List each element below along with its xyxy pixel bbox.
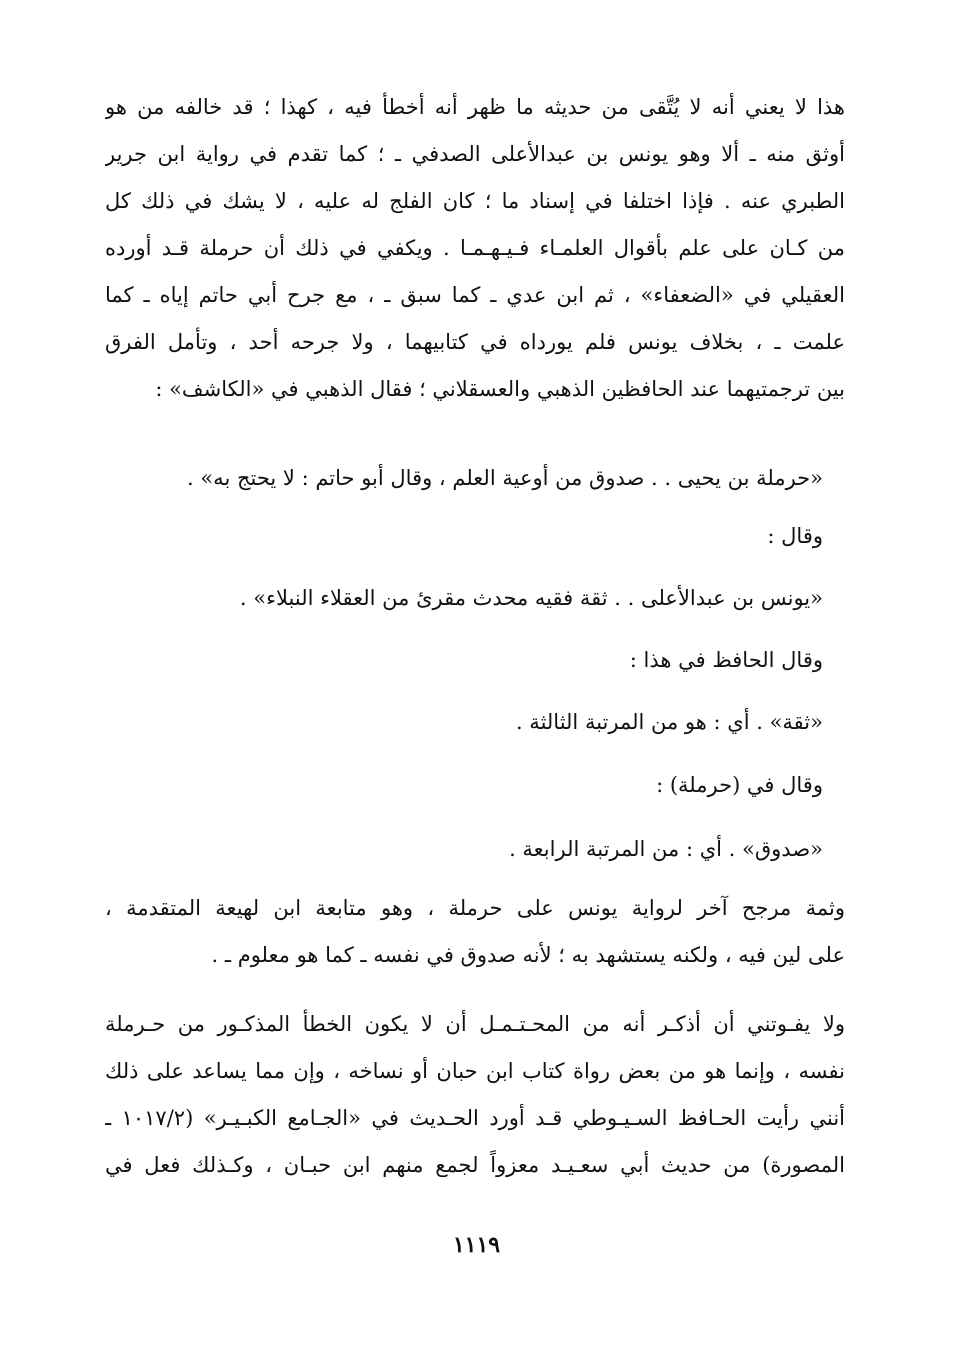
label-wa-qala: وقال : (767, 524, 823, 548)
text-line: هذا لا يعني أنه لا يُتَّقى من حديثه ما ظهر أنه أخطأ فيه ، كهذا ؛ قد خالفه من هو (105, 95, 845, 119)
text-line: ولا يفـوتني أن أذكـر أنه من المحـتـمـل أن لا يكون الخطأ المذكـور من حـرملة (105, 1012, 845, 1036)
page-number: ١١١٩ (452, 1232, 501, 1258)
paragraph-3 (105, 1001, 845, 1189)
text-line: على لين فيه ، ولكنه يستشهد به ؛ لأنه صدوق في نفسه ـ كما هو معلوم ـ . (211, 943, 845, 967)
quote-harmala-dhahabi: «حرملة بن يحيى . . صدوق من أوعية العلم ، وقال أبو حاتم : لا يحتج به» . (186, 466, 823, 490)
text-line: نفسه ، وإنما هو من بعض رواة كتاب ابن حبان أو نساخه ، وإن مما يساعد على ذلك (105, 1059, 845, 1083)
text-line: بين ترجمتيهما عند الحافظين الذهبي والعسقلاني ؛ فقال الذهبي في «الكاشف» : (155, 377, 845, 401)
text-line: من كـان على علم بأقوال العلمـاء فـيـهـمـا . ويكفي في ذلك أن حرملة قـد أورده (105, 236, 845, 260)
text-line: علمت ـ ، بخلاف يونس فلم يورداه في كتابيهما ، ولا جرحه أحد ، وتأمل الفرق (105, 330, 845, 354)
label-hafiz: وقال الحافظ في هذا : (629, 648, 823, 672)
paragraph-2 (105, 885, 845, 979)
quote-thiqa: «ثقة» . أي : هو من المرتبة الثالثة . (515, 710, 823, 734)
text-line: المصورة) من حديث أبي سعـيـد معزواً لجمع منهم ابن حبـان ، وكـذلك فعل في (105, 1153, 845, 1177)
text-line: أوثق منه ـ ألا وهو يونس بن عبدالأعلى الصدفي ـ ؛ كما تقدم في رواية ابن جرير (105, 142, 845, 166)
quote-saduq: «صدوق» . أي : من المرتبة الرابعة . (509, 837, 823, 861)
quote-yunus-dhahabi: «يونس بن عبدالأعلى . . ثقة فقيه محدث مقرئ من العقلاء النبلاء» . (239, 586, 823, 610)
label-harmala: وقال في (حرملة) : (656, 773, 823, 797)
text-line: وثمة مرجح آخر لرواية يونس على حرملة ، وهو متابعة ابن لهيعة المتقدمة ، (105, 896, 845, 920)
text-line: الطبري عنه . فإذا اختلفا في إسناد ما ؛ كان الفلج له عليه ، لا يشك في ذلك كل (105, 189, 845, 213)
paragraph-1 (105, 84, 845, 413)
text-line: العقيلي في «الضعفاء» ، ثم ابن عدي ـ كما سبق ـ ، مع جرح أبي حاتم إياه ـ كما (105, 283, 845, 307)
text-line: أنني رأيت الحـافظ السـيـوطي قـد أورد الحـديث في «الجـامع الكبـيـر» (١٠١٧/٢ ـ (105, 1106, 845, 1130)
